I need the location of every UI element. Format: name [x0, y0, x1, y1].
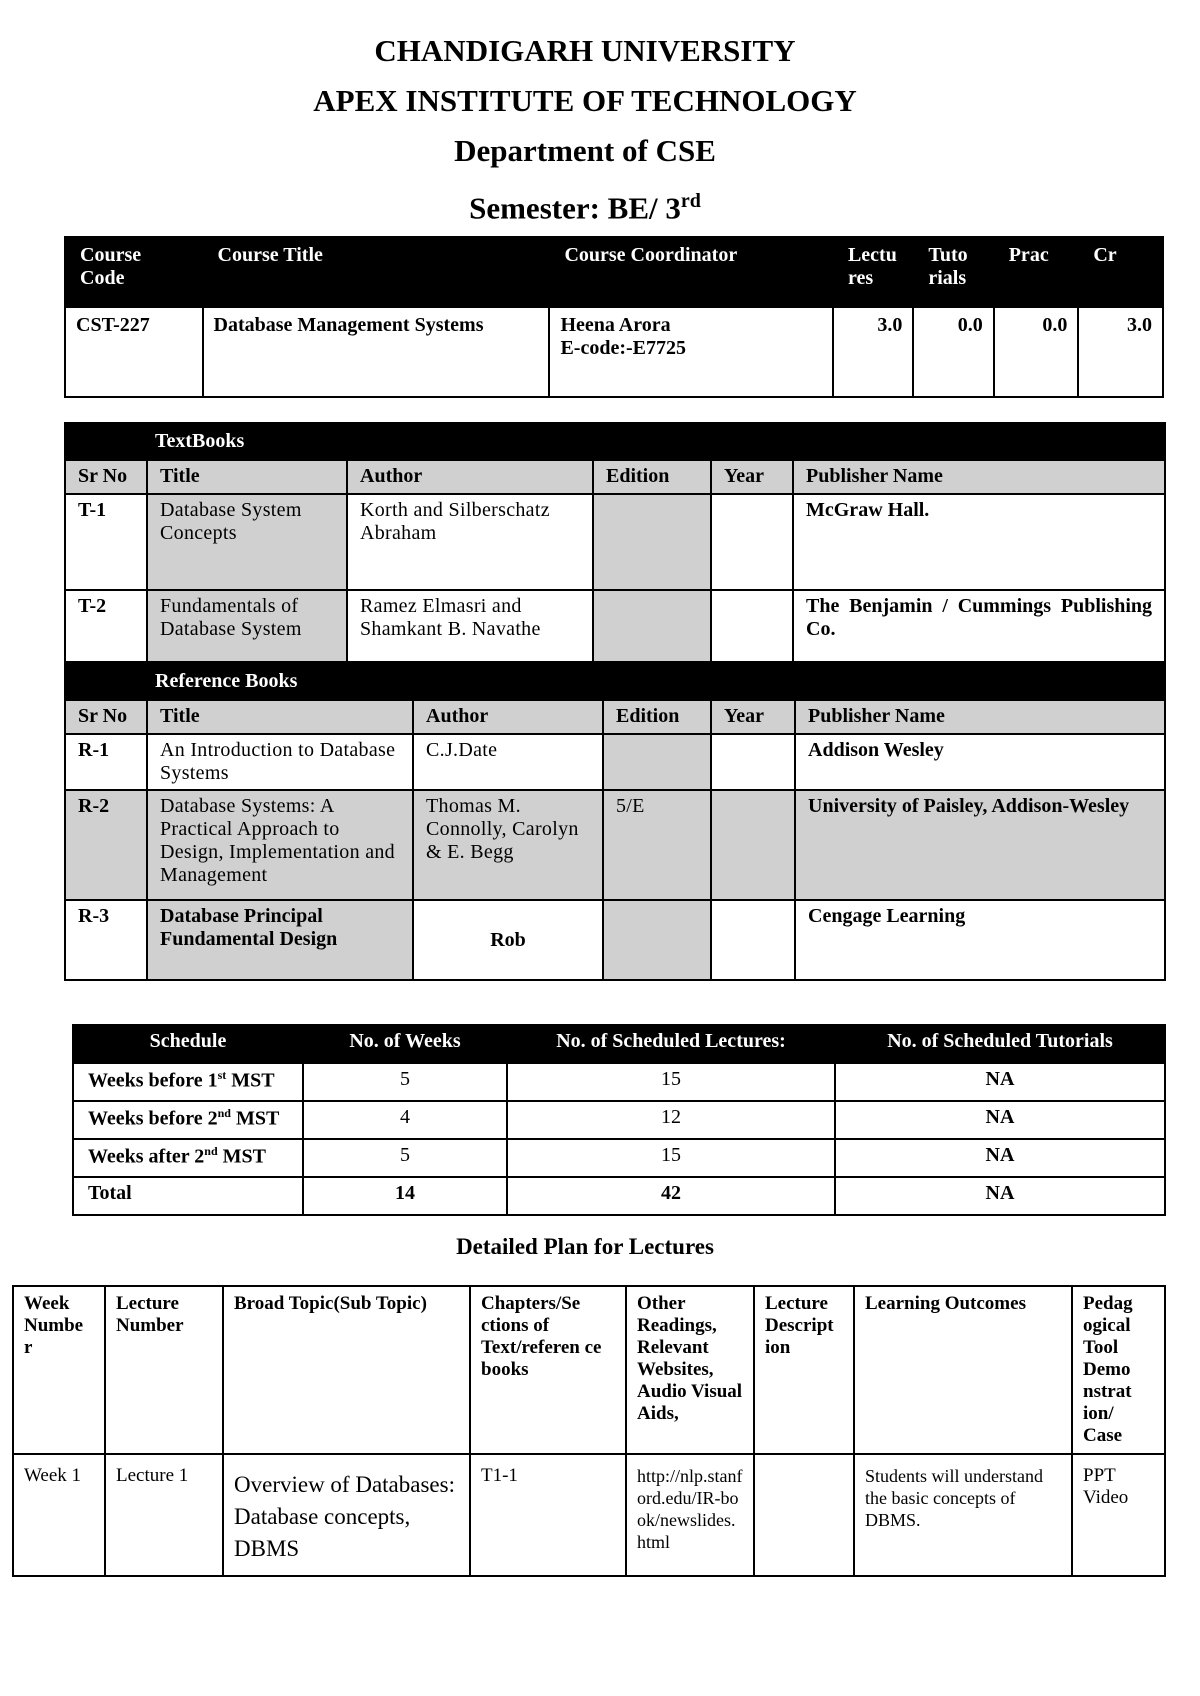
- col-course-coordinator: Course Coordinator: [549, 237, 832, 307]
- col-lectures: Lectu res: [833, 237, 913, 307]
- table-row: R-3 Database Principal Fundamental Design Rob Cengage Learning: [65, 900, 1165, 980]
- reference-books-band: Reference Books: [65, 663, 1165, 700]
- practicals-value: 0.0: [994, 307, 1079, 397]
- department-name: Department of CSE: [454, 133, 716, 168]
- course-table: [64, 236, 1164, 398]
- tutorials-value: 0.0: [913, 307, 993, 397]
- textbooks-band: TextBooks: [65, 423, 1165, 460]
- document-header: [0, 26, 1170, 233]
- table-row: R-1 An Introduction to Database Systems C.J.Date Addison Wesley: [65, 734, 1165, 790]
- col-tutorials: Tuto rials: [913, 237, 993, 307]
- schedule-table: [72, 1024, 1166, 1216]
- course-coordinator: Heena Arora E-code:-E7725: [549, 307, 832, 397]
- table-row: T-2 Fundamentals of Database System Ramez Elmasri and Shamkant B. Navathe The Benjamin / Cummings Publishing Co.: [65, 590, 1165, 662]
- lectures-value: 3.0: [833, 307, 913, 397]
- credits-value: 3.0: [1078, 307, 1163, 397]
- col-course-title: Course Title: [203, 237, 550, 307]
- course-title: Database Management Systems: [203, 307, 550, 397]
- semester-line: Semester: BE/ 3rd: [469, 190, 701, 226]
- table-row: Weeks before 1st MST 5 15 NA: [73, 1063, 1165, 1101]
- institute-name: APEX INSTITUTE OF TECHNOLOGY: [313, 83, 857, 118]
- university-name: CHANDIGARH UNIVERSITY: [374, 33, 796, 68]
- table-row: Week 1 Lecture 1 Overview of Databases: Database concepts, DBMS T1-1 http://nlp.stanford.edu/IR-book/newslides.html Students will understand the basic concepts of DBMS. PPT Video: [13, 1454, 1165, 1576]
- table-row: T-1 Database System Concepts Korth and Silberschatz Abraham McGraw Hall.: [65, 494, 1165, 590]
- plan-header-row: Week Numbe r Lecture Number Broad Topic(Sub Topic) Chapters/Se ctions of Text/referen ce books Other Readings, Relevant Websites, Audio Visual Aids, Lecture Descript ion Learning Outcomes Pedag ogical Tool Demo nstrat ion/ Case: [13, 1286, 1165, 1454]
- reading-link[interactable]: http://nlp.stanford.edu/IR-book/newslides.html: [626, 1454, 754, 1576]
- reference-books-header-row: Sr No Title Author Edition Year Publisher Name: [65, 700, 1165, 734]
- table-row: Weeks after 2nd MST 5 15 NA: [73, 1139, 1165, 1177]
- plan-title: Detailed Plan for Lectures: [456, 1234, 714, 1259]
- textbooks-table: [64, 422, 1166, 663]
- table-row: R-2 Database Systems: A Practical Approach to Design, Implementation and Management Thomas M. Connolly, Carolyn & E. Begg 5/E University of Paisley, Addison-Wesley: [65, 790, 1165, 900]
- schedule-total-row: Total 14 42 NA: [73, 1177, 1165, 1215]
- reference-books-table: [64, 662, 1166, 981]
- table-row: Weeks before 2nd MST 4 12 NA: [73, 1101, 1165, 1139]
- col-course-code: Course Code: [65, 237, 203, 307]
- col-credits: Cr: [1078, 237, 1163, 307]
- course-row: [65, 307, 1163, 397]
- textbooks-header-row: Sr No Title Author Edition Year Publisher Name: [65, 460, 1165, 494]
- schedule-header-row: Schedule No. of Weeks No. of Scheduled Lectures: No. of Scheduled Tutorials: [73, 1025, 1165, 1063]
- course-header-row: [65, 237, 1163, 307]
- course-code: CST-227: [65, 307, 203, 397]
- col-practicals: Prac: [994, 237, 1079, 307]
- lecture-plan-table: [12, 1285, 1166, 1577]
